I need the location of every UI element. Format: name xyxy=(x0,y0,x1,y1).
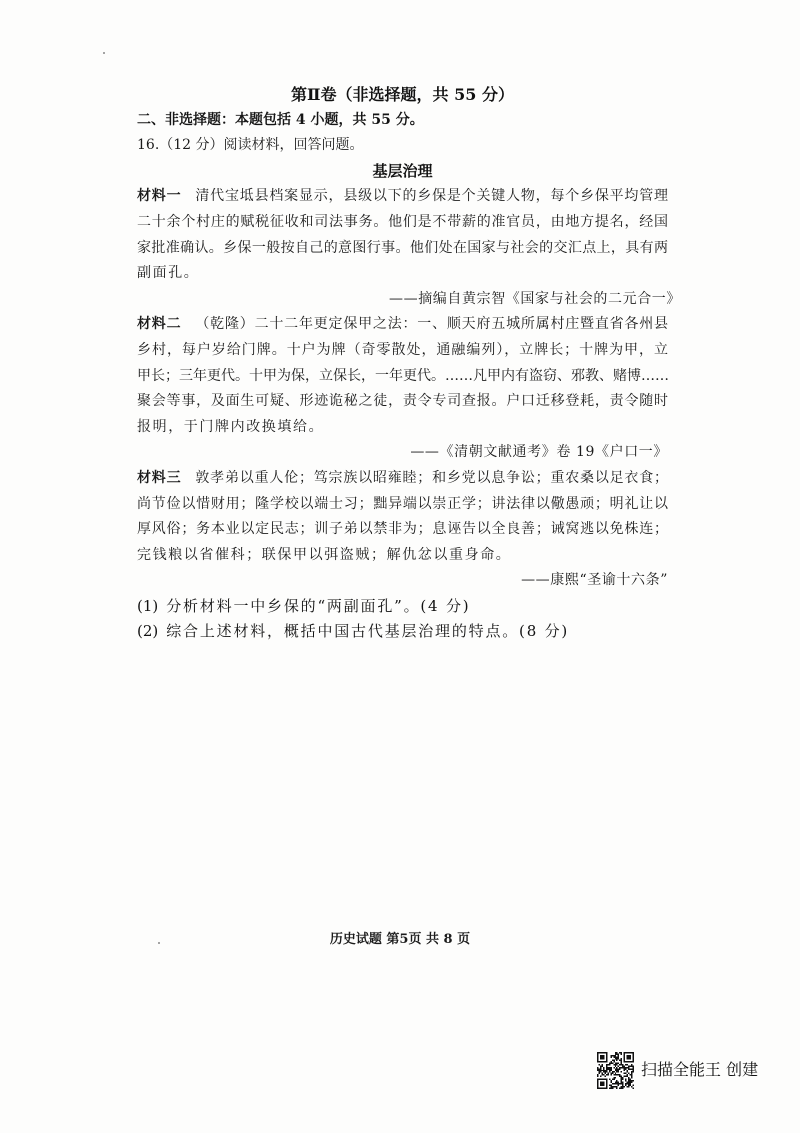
page-footer: 历史试题 第5页 共 8 页 xyxy=(329,932,471,947)
material-2-line: 聚会等事，及面生可疑、形迹诡秘之徒，责令专司查报。户口迁移登耗，责令随时 xyxy=(137,393,668,410)
material-3-line: 尚节俭以惜财用；隆学校以端士习；黜异端以崇正学；讲法律以儆愚顽；明礼让以 xyxy=(137,495,668,512)
section-instruction: 二、非选择题：本题包括 4 小题，共 55 分。 xyxy=(137,111,424,128)
section-title: 第Ⅱ卷（非选择题，共 55 分） xyxy=(291,85,514,104)
material-1-line: 家批准确认。乡保一般按自己的意图行事。他们处在国家与社会的交汇点上，具有两 xyxy=(137,239,668,256)
material-2-line: 乡村，每户岁给门牌。十户为牌（奇零散处，通融编列），立牌长；十牌为甲，立 xyxy=(137,341,668,358)
exam-page-body xyxy=(137,82,681,645)
scan-speck xyxy=(103,52,105,54)
question-header: 16.（12 分）阅读材料，回答问题。 xyxy=(137,137,364,154)
question-topic: 基层治理 xyxy=(372,161,433,180)
material-1-line: 二十余个村庄的赋税征收和司法事务。他们是不带薪的准官员，由地方提名，经国 xyxy=(137,213,668,230)
scanner-watermark-text: 扫描全能王 创建 xyxy=(641,1060,759,1079)
material-2-line xyxy=(137,312,668,338)
material-2-text: （乾隆）二十二年更定保甲之法：一、顺天府五城所属村庄暨直省各州县 xyxy=(195,316,669,333)
sub-question-2 xyxy=(137,619,668,645)
material-3-label: 材料三 xyxy=(137,469,182,486)
sub-question-text: 综合上述材料，概括中国古代基层治理的特点。(8 分) xyxy=(166,622,570,641)
material-3-text: 敦孝弟以重人伦；笃宗族以昭雍睦；和乡党以息争讼；重农桑以足衣食； xyxy=(195,469,669,486)
material-2-line: 甲长；三年更代。十甲为保，立保长，一年更代。……凡甲内有盗窃、邪教、赌博…… xyxy=(137,367,669,384)
material-1-line: 副面孔。 xyxy=(137,265,200,282)
material-1-source: ——摘编自黄宗智《国家与社会的二元合一》 xyxy=(389,290,681,307)
sub-question-number: (1) xyxy=(137,596,159,615)
material-3-line: 厚风俗；务本业以定民志；训子弟以禁非为；息诬告以全良善；诫窝逃以免株连； xyxy=(137,521,668,538)
sub-question-1 xyxy=(137,594,668,620)
material-3-source: ——康熙“圣谕十六条” xyxy=(521,572,668,589)
material-3-line xyxy=(137,466,668,492)
qr-code-icon xyxy=(597,1052,634,1089)
material-1-label: 材料一 xyxy=(137,188,182,205)
material-2-line: 报明，于门牌内改换填给。 xyxy=(137,418,325,435)
sub-question-number: (2) xyxy=(137,622,159,641)
material-1-text: 清代宝坻县档案显示，县级以下的乡保是个关键人物，每个乡保平均管理 xyxy=(195,188,669,205)
material-2-source: ——《清朝文献通考》卷 19《户口一》 xyxy=(410,444,668,461)
material-2-label: 材料二 xyxy=(137,316,182,333)
sub-question-text: 分析材料一中乡保的“两副面孔”。(4 分) xyxy=(166,596,471,615)
material-3-line: 完钱粮以省催科；联保甲以弭盗贼；解仇忿以重身命。 xyxy=(137,546,512,563)
material-1-line xyxy=(137,184,668,210)
